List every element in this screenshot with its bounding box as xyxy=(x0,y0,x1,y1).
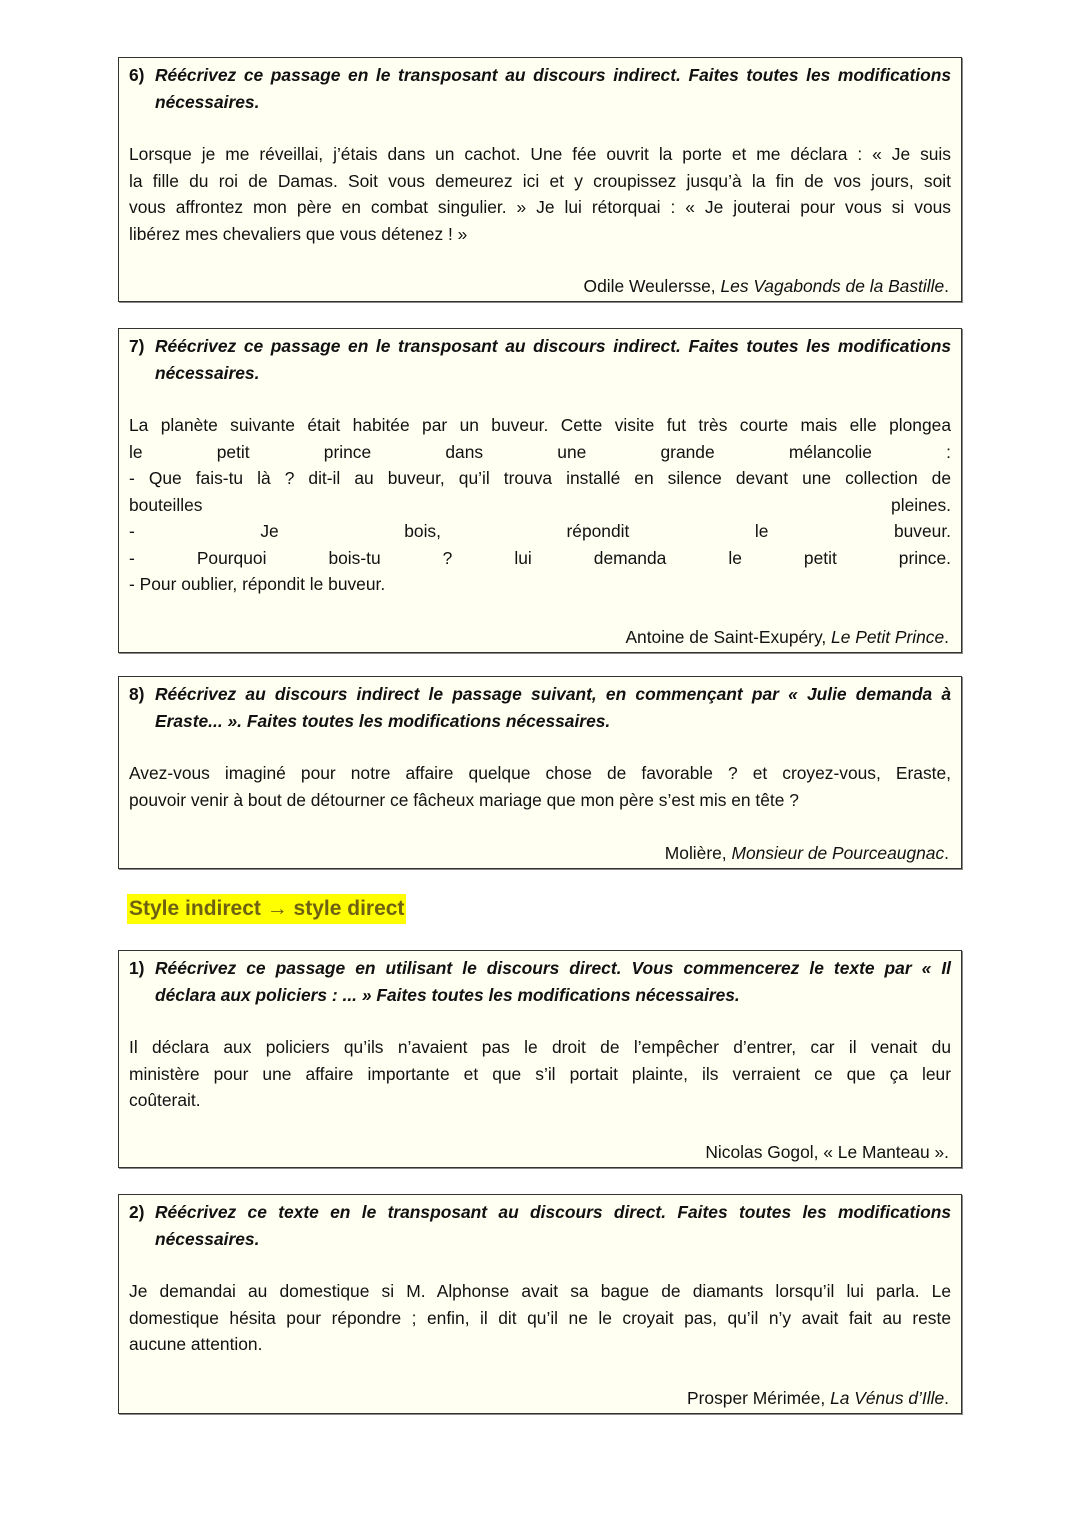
text-line: La planète suivante était habitée par un buveur. Cette visite fut très courte mais elle plongea xyxy=(129,415,951,435)
instruction-line: nécessaires. xyxy=(155,1228,260,1249)
exercise-number: 7) xyxy=(129,336,145,356)
source-end: . xyxy=(944,842,949,863)
exercise-instruction xyxy=(129,62,951,115)
instruction-lines xyxy=(155,1199,951,1252)
source-end: . xyxy=(944,626,949,647)
exercise-box xyxy=(118,328,962,653)
source-author: Antoine de Saint-Exupéry, xyxy=(625,626,832,647)
text-line: - Je bois, répondit le buveur. xyxy=(129,521,951,541)
exercise-number: 8) xyxy=(129,684,145,704)
instruction-line: Eraste... ». Faites toutes les modifications nécessaires. xyxy=(155,710,611,731)
instruction-line: Réécrivez au discours indirect le passage suivant, en commençant par « Julie demanda à xyxy=(155,684,951,704)
instruction-line: Réécrivez ce texte en le transposant au discours direct. Faites toutes les modifications xyxy=(155,1202,951,1222)
exercise-box xyxy=(118,950,962,1168)
exercise-box xyxy=(118,676,962,869)
source-citation xyxy=(705,1139,949,1166)
instruction-line: déclara aux policiers : ... » Faites toutes les modifications nécessaires. xyxy=(155,984,740,1005)
source-title: Le Petit Prince xyxy=(831,626,945,647)
instruction-lines xyxy=(155,681,951,734)
text-line: coûterait. xyxy=(129,1090,201,1110)
exercise-number: 6) xyxy=(129,65,145,85)
source-author: Odile Weulersse, xyxy=(583,275,721,296)
exercise-text xyxy=(129,760,951,813)
exercise-number: 2) xyxy=(129,1202,145,1222)
source-title: Les Vagabonds de la Bastille xyxy=(720,275,945,296)
text-line: libérez mes chevaliers que vous détenez ! » xyxy=(129,223,468,244)
source-author: Nicolas Gogol, « Le Manteau ». xyxy=(705,1141,949,1162)
source-author: Molière, xyxy=(664,842,732,863)
exercise-instruction xyxy=(129,1199,951,1252)
text-line: Il déclara aux policiers qu’ils n’avaient pas le droit de l’empêcher d’entrer, car il venait du xyxy=(129,1037,951,1057)
instruction-line: Réécrivez ce passage en le transposant au discours indirect. Faites toutes les modifications xyxy=(155,336,951,356)
text-line: Je demandai au domestique si M. Alphonse avait sa bague de diamants lorsqu’il lui parla. Le xyxy=(129,1281,951,1301)
exercise-text xyxy=(129,1034,951,1114)
text-line: ministère pour une affaire importante et que s’il portait plainte, ils verraient ce que ça leur xyxy=(129,1063,951,1084)
section-heading: Style indirect → style direct xyxy=(127,894,406,924)
text-line: - Pour oublier, répondit le buveur. xyxy=(129,574,386,594)
text-line: - Que fais-tu là ? dit-il au buveur, qu’il trouva installé en silence devant une collection de xyxy=(129,468,951,488)
source-citation xyxy=(665,840,949,867)
instruction-lines xyxy=(155,62,951,115)
exercise-text xyxy=(129,412,951,598)
instruction-line: nécessaires. xyxy=(155,91,260,112)
text-line: domestique hésita pour répondre ; enfin, il dit qu’il ne le croyait pas, qu’il n’y avait fait au reste xyxy=(129,1307,951,1328)
source-citation xyxy=(625,624,949,651)
text-line: aucune attention. xyxy=(129,1334,263,1354)
instruction-lines xyxy=(155,955,951,1008)
source-citation xyxy=(687,1385,949,1412)
text-line: - Pourquoi bois-tu ? lui demanda le petit prince. xyxy=(129,547,951,568)
exercise-instruction xyxy=(129,681,951,734)
exercise-instruction xyxy=(129,333,951,386)
text-line: Lorsque je me réveillai, j’étais dans un cachot. Une fée ouvrit la porte et me déclara : « Je suis xyxy=(129,144,951,164)
text-line: le petit prince dans une grande mélancolie : xyxy=(129,441,951,462)
text-line: pouvoir venir à bout de détourner ce fâcheux mariage que mon père s’est mis en tête ? xyxy=(129,789,799,810)
text-line: Avez-vous imaginé pour notre affaire quelque chose de favorable ? et croyez-vous, Eraste, xyxy=(129,763,951,783)
instruction-line: Réécrivez ce passage en le transposant au discours indirect. Faites toutes les modifications xyxy=(155,65,951,85)
source-title: La Vénus d’Ille xyxy=(830,1387,945,1408)
source-author: Prosper Mérimée, xyxy=(687,1387,831,1408)
source-title: Monsieur de Pourceaugnac xyxy=(731,842,945,863)
source-citation xyxy=(584,273,949,300)
exercise-text xyxy=(129,141,951,247)
exercise-box xyxy=(118,57,962,302)
instruction-line: nécessaires. xyxy=(155,362,260,383)
text-line: la fille du roi de Damas. Soit vous demeurez ici et y croupissez jusqu’à la fin de vos jours, soit xyxy=(129,170,951,191)
source-end: . xyxy=(944,1387,949,1408)
exercise-box xyxy=(118,1194,962,1414)
exercise-instruction xyxy=(129,955,951,1008)
instruction-line: Réécrivez ce passage en utilisant le discours direct. Vous commencerez le texte par « Il xyxy=(155,958,951,978)
instruction-lines xyxy=(155,333,951,386)
exercise-number: 1) xyxy=(129,958,145,978)
source-end: . xyxy=(944,275,949,296)
text-line: bouteilles pleines. xyxy=(129,494,951,515)
text-line: vous affrontez mon père en combat singulier. » Je lui rétorquai : « Je jouterai pour vous si vous xyxy=(129,197,951,217)
exercise-text xyxy=(129,1278,951,1358)
